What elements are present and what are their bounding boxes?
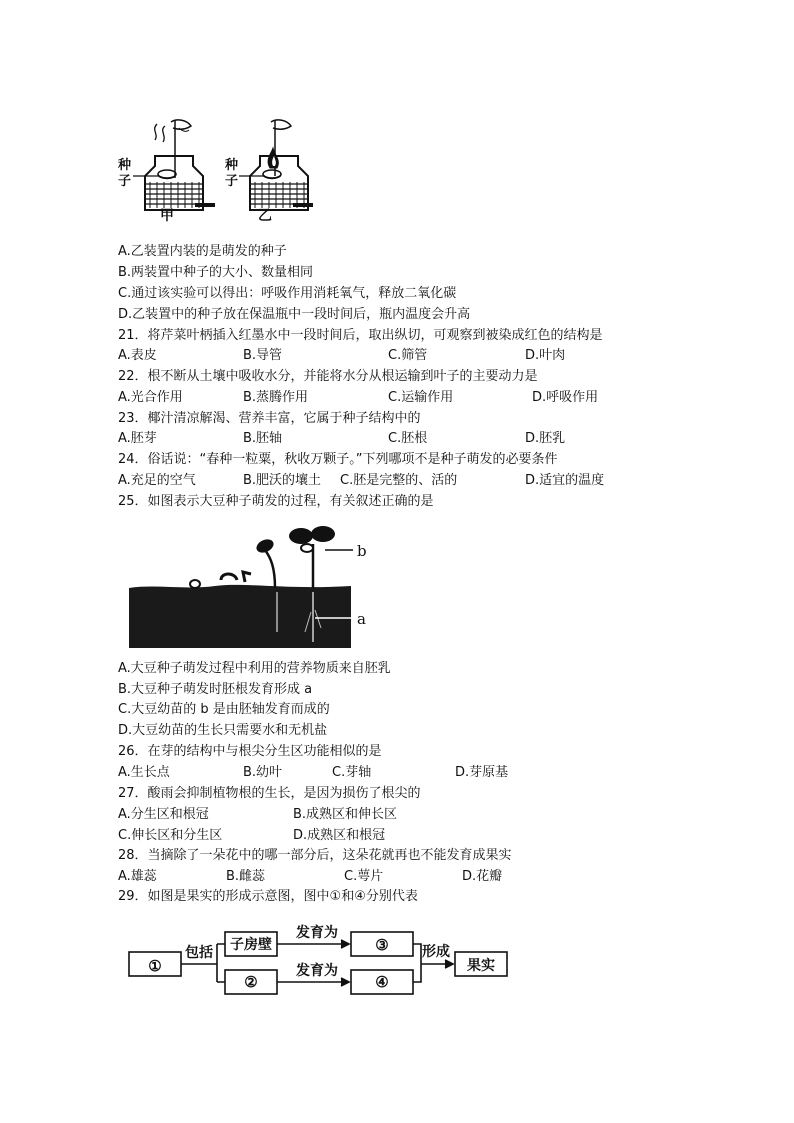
- q27-option-d: D.成熟区和根冠: [293, 828, 386, 843]
- q27-stem: 27．酸雨会抑制植物根的生长，是因为损伤了根尖的: [118, 786, 421, 801]
- diagram-fruit-label: 果实: [467, 958, 495, 974]
- q24-option-d: D.适宜的温度: [525, 473, 605, 488]
- q21-option-c: C.筛管: [388, 348, 428, 363]
- label-jia: 甲: [160, 208, 174, 224]
- q21-option-d: D.叶肉: [525, 348, 566, 363]
- q22-option-a: A.光合作用: [118, 390, 183, 405]
- soil-surface: [129, 585, 351, 592]
- q23-stem: 23．椰汁清凉解渴、营养丰富，它属于种子结构中的: [118, 411, 421, 426]
- diagram-box-2-label: ②: [244, 973, 258, 991]
- seed-label-left: 种子: [118, 158, 132, 189]
- q29-stem: 29．如图是果实的形成示意图，图中①和④分别代表: [118, 889, 418, 904]
- q28-stem: 28．当摘除了一朵花中的哪一部分后，这朵花就再也不能发育成果实: [118, 848, 512, 863]
- q25-option-a: A.大豆种子萌发过程中利用的营养物质来自胚乳: [118, 661, 391, 676]
- label-yi: 乙: [258, 208, 272, 224]
- diagram-box-1-label: ①: [148, 957, 162, 975]
- q24-stem: 24．俗话说：“春种一粒粟，秋收万颗子。”下列哪项不是种子萌发的必要条件: [118, 452, 558, 467]
- dash-mark-left: [195, 203, 215, 207]
- q28-option-b: B.雌蕊: [226, 869, 266, 884]
- dash-mark-right: [293, 203, 313, 207]
- q26-option-b: B.幼叶: [243, 765, 283, 780]
- q25-option-b: B.大豆种子萌发时胚根发育形成 a: [118, 682, 313, 697]
- seed-stage-3: [243, 572, 251, 582]
- q27-option-a: A.分生区和根冠: [118, 807, 209, 822]
- jar-yi: [250, 120, 308, 210]
- jar-jia: [145, 120, 203, 210]
- q22-stem: 22．根不断从土壤中吸收水分，并能将水分从根运输到叶子的主要动力是: [118, 369, 538, 384]
- q28-option-c: C.萼片: [344, 869, 384, 884]
- q26-option-a: A.生长点: [118, 765, 170, 780]
- q22-option-b: B.蒸腾作用: [243, 390, 309, 405]
- soybean-germination-figure: [125, 522, 380, 654]
- label-b: b: [357, 542, 367, 560]
- q24-option-c: C.胚是完整的、活的: [340, 473, 458, 488]
- q20-option-c: C.通过该实验可以得出：呼吸作用消耗氧气，释放二氧化碳: [118, 286, 457, 301]
- q20-option-a: A.乙装置内装的是萌发的种子: [118, 244, 287, 259]
- q26-stem: 26．在芽的结构中与根尖分生区功能相似的是: [118, 744, 382, 759]
- diagram-zifangbi-label: 子房壁: [230, 937, 272, 953]
- seed-label-right: 种子: [225, 158, 239, 189]
- seed-stage-2: [221, 574, 237, 580]
- q23-option-d: D.胚乳: [525, 431, 566, 446]
- q21-option-a: A.表皮: [118, 348, 157, 363]
- q20-option-b: B.两装置中种子的大小、数量相同: [118, 265, 314, 280]
- diagram-include-label: 包括: [185, 945, 213, 961]
- q23-option-a: A.胚芽: [118, 431, 157, 446]
- q27-option-b: B.成熟区和伸长区: [293, 807, 398, 822]
- label-a: a: [357, 610, 366, 628]
- diagram-box-4-label: ④: [375, 973, 389, 991]
- diagram-box-3-label: ③: [375, 936, 389, 954]
- q28-option-a: A.雄蕊: [118, 869, 157, 884]
- q24-option-a: A.充足的空气: [118, 473, 196, 488]
- q28-option-d: D.花瓣: [462, 869, 503, 884]
- q22-option-c: C.运输作用: [388, 390, 454, 405]
- q23-option-b: B.胚轴: [243, 431, 283, 446]
- q27-option-c: C.伸长区和分生区: [118, 828, 223, 843]
- q20-option-d: D.乙装置中的种子放在保温瓶中一段时间后，瓶内温度会升高: [118, 307, 471, 322]
- q25-stem: 25．如图表示大豆种子萌发的过程，有关叙述正确的是: [118, 494, 434, 509]
- seed-stage-1: [190, 580, 200, 588]
- q24-option-b: B.肥沃的壤土: [243, 473, 322, 488]
- q26-option-d: D.芽原基: [455, 765, 509, 780]
- diagram-develop-2-label: 发育为: [296, 963, 338, 979]
- q23-option-c: C.胚根: [388, 431, 428, 446]
- seed-jar-figure: [115, 118, 330, 230]
- q22-option-d: D.呼吸作用: [532, 390, 599, 405]
- diagram-form-label: 形成: [422, 944, 450, 960]
- q21-stem: 21．将芹菜叶柄插入红墨水中一段时间后，取出纵切，可观察到被染成红色的结构是: [118, 328, 603, 343]
- q21-option-b: B.导管: [243, 348, 283, 363]
- q25-option-c: C.大豆幼苗的 b 是由胚轴发育而成的: [118, 702, 330, 717]
- q26-option-c: C.芽轴: [332, 765, 372, 780]
- q25-option-d: D.大豆幼苗的生长只需要水和无机盐: [118, 723, 328, 738]
- diagram-develop-1-label: 发育为: [296, 925, 338, 941]
